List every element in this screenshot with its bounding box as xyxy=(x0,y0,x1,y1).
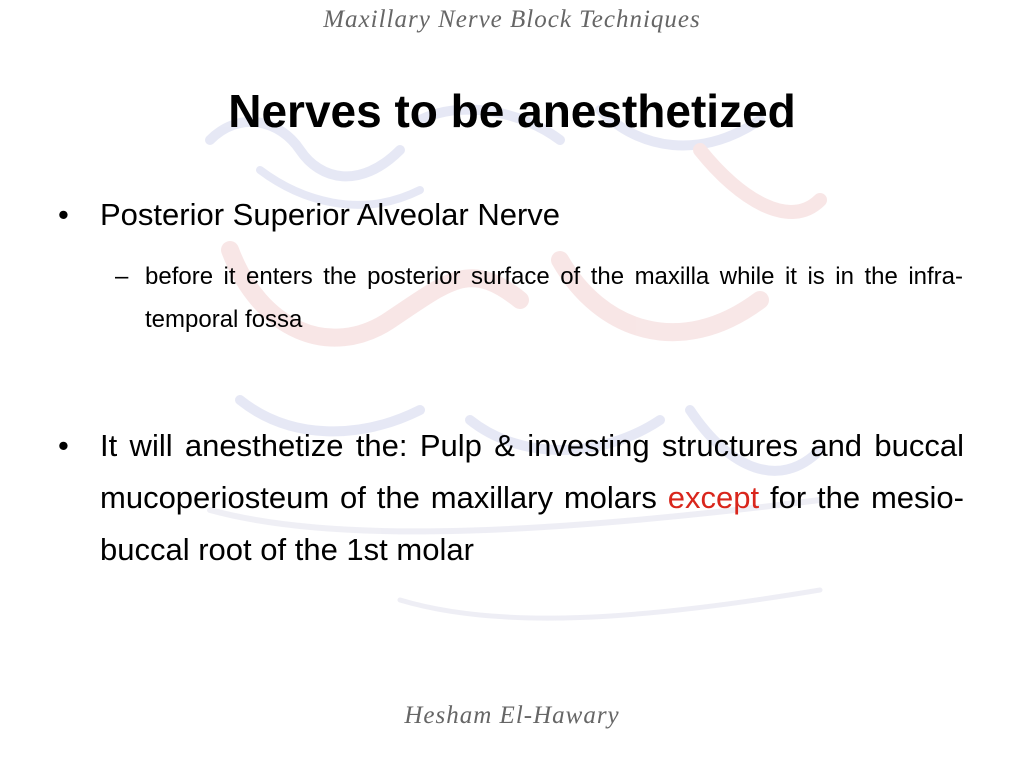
bullet-text: Posterior Superior Alveolar Nerve xyxy=(100,197,561,232)
bullet-icon: • xyxy=(58,197,69,232)
bullet-item xyxy=(58,190,964,240)
dash-icon: – xyxy=(115,263,129,290)
sub-bullet-text: before it enters the posterior surface of the maxilla while it is in the infra-temporal fossa xyxy=(145,263,963,333)
bullet-item xyxy=(58,420,964,576)
bullet-icon: • xyxy=(58,428,69,463)
slide-header: Maxillary Nerve Block Techniques xyxy=(323,6,701,33)
highlight-text: except xyxy=(667,480,760,515)
bullet-paragraph xyxy=(100,420,964,576)
sub-bullet-item xyxy=(115,255,963,341)
slide-footer: Hesham El-Hawary xyxy=(404,702,620,729)
bullet-text-after: for the mesio-buccal root of the 1st molar xyxy=(100,480,964,567)
slide-title: Nerves to be anesthetized xyxy=(228,85,796,137)
bullet-text-before: It will anesthetize the: Pulp & investing structures and buccal mucoperiosteum of the maxillary molars xyxy=(100,428,964,515)
